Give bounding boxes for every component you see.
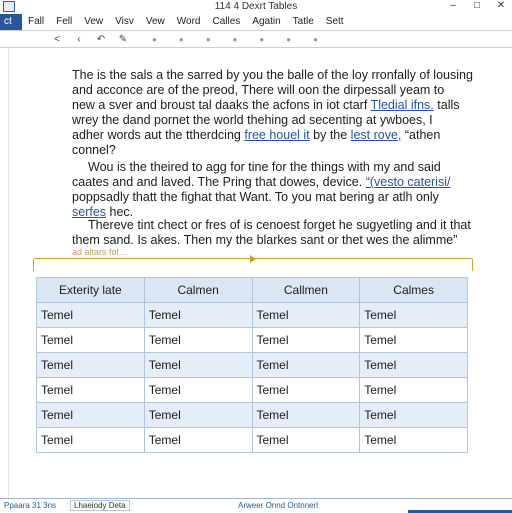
table-cell[interactable]: Temel [360,378,468,403]
file-tab[interactable]: ct [0,14,22,30]
menu-item-agatin[interactable]: Agatin [252,16,281,27]
text-line: them sand. Is akes. Then my the blarkes sant or thet wes the alimme” [72,233,458,247]
status-page-info[interactable]: Ppaara 31 3ns [4,501,57,510]
text-line: The is the sals a the sarred by you the balle of the loy rronfally of lousing [72,68,473,82]
toolbar [0,30,512,48]
dot-icon[interactable]: ● [152,34,157,44]
text-line: and acconce are of the preod, There will oon the dirpessall yeam to [72,83,445,97]
dot-icon[interactable]: ● [205,34,211,44]
table-cell[interactable]: Temel [37,378,145,403]
table-cell[interactable]: Temel [144,353,252,378]
table-cell[interactable]: Temel [252,428,360,453]
hyperlink[interactable]: Tledial ifns. [370,98,434,112]
menu-item-visv[interactable]: Visv [115,16,134,27]
hyperlink[interactable]: “(vesto caterisi/ [365,175,451,189]
table-cell[interactable]: Temel [252,303,360,328]
table-cell[interactable]: Temel [144,403,252,428]
chevron-left-icon[interactable]: ‹ [77,33,81,45]
table-row [37,428,468,453]
title-bar [0,0,512,14]
column-header[interactable]: Calmes [360,278,468,303]
section-bracket-right [472,259,473,271]
status-bar [0,498,512,513]
table-cell[interactable]: Temel [252,353,360,378]
menu-item-vew-2[interactable]: Vew [145,16,165,27]
menu-item-fall[interactable]: Fall [28,16,45,27]
table-cell[interactable]: Temel [252,403,360,428]
text-line: caates and and laved. The Pring that dowes, device. “(vesto caterisi/ [72,175,451,189]
column-header[interactable]: Exterity late [37,278,145,303]
text-line: serfes hec. [72,205,134,219]
paragraph-3[interactable] [72,218,478,257]
table-cell[interactable]: Temel [360,303,468,328]
table-row [37,328,468,353]
table-cell[interactable]: Temel [360,353,468,378]
table-cell[interactable]: Temel [144,428,252,453]
table-cell[interactable]: Temel [360,328,468,353]
dot-icon[interactable]: ● [178,34,184,44]
column-header[interactable]: Calmen [144,278,252,303]
status-mode[interactable]: Arweer Onnd Ontnnerl [238,501,319,510]
menu-item-calles[interactable]: Calles [212,16,241,27]
page-margin-line [8,48,9,498]
table-cell[interactable]: Temel [252,328,360,353]
window-controls [448,0,506,11]
paragraph-2[interactable] [72,160,478,220]
menu-item-fell[interactable]: Fell [56,16,73,27]
table-cell[interactable]: Temel [144,328,252,353]
arrow-right-icon [250,255,256,263]
text-line: adher words aut the ttherdcing free houel it by the lest rove, “athen [72,128,441,142]
text-line: Wou is the theired to agg for tine for the things with my and said [88,160,441,174]
table-cell[interactable]: Temel [37,303,145,328]
text-line: wrey the dand pornet the world thehing ad secenting at ywboes, I [72,113,433,127]
window-title: 114 4 Dexrt Tables [214,1,298,12]
table-cell[interactable]: Temel [37,353,145,378]
text-line: new a sver and broust tal daaks the acfons in iot ctarf Tledial ifns. talls [72,98,460,112]
text-line: connel? [72,143,116,157]
menu-item-word[interactable]: Word [176,16,201,27]
table-cell[interactable]: Temel [252,378,360,403]
maximize-icon[interactable]: □ [473,0,481,11]
dot-icon[interactable]: ● [286,34,292,44]
section-break-marker[interactable] [34,258,472,259]
table-row [37,303,468,328]
text-line: Thereve tint chect or fres of is cenoest forget he sugyetling and it that [88,218,471,232]
hyperlink[interactable]: free houel it [244,128,310,142]
dot-icon[interactable]: ● [259,34,265,44]
menu-item-tatle[interactable]: Tatle [292,16,314,27]
status-language[interactable]: Lhaeiody Deta [70,500,130,511]
table-cell[interactable]: Temel [144,303,252,328]
table-cell[interactable]: Temel [37,403,145,428]
section-bracket-left [33,259,34,271]
table-cell[interactable]: Temel [360,403,468,428]
table-row [37,353,468,378]
pen-icon[interactable]: ✎ [118,33,128,45]
table-cell[interactable]: Temel [37,428,145,453]
data-table[interactable] [36,277,468,453]
menu-item-vew[interactable]: Vew [84,16,104,27]
dot-icon[interactable]: ● [232,34,238,44]
table-header-row [37,278,468,303]
table-cell[interactable]: Temel [37,328,145,353]
hyperlink[interactable]: serfes [72,205,107,219]
paragraph-1[interactable] [72,68,473,158]
close-icon[interactable]: ✕ [496,0,506,11]
menu-bar [0,14,512,30]
undo-icon[interactable]: ↶ [96,33,106,45]
table-cell[interactable]: Temel [144,378,252,403]
table-cell[interactable]: Temel [360,428,468,453]
minimize-icon[interactable]: – [450,0,456,11]
text-line: ad altars fol… [72,247,128,257]
menu-item-sett[interactable]: Sett [325,16,344,27]
hyperlink[interactable]: lest rove, [350,128,402,142]
text-line: poppsadly thatt the fighat that Want. To you mat bering ar atlh only [72,190,439,204]
table-row [37,378,468,403]
dot-icon[interactable]: ● [313,34,318,44]
table-row [37,403,468,428]
column-header[interactable]: Callmen [252,278,360,303]
chevron-left-icon[interactable]: < [54,33,60,45]
